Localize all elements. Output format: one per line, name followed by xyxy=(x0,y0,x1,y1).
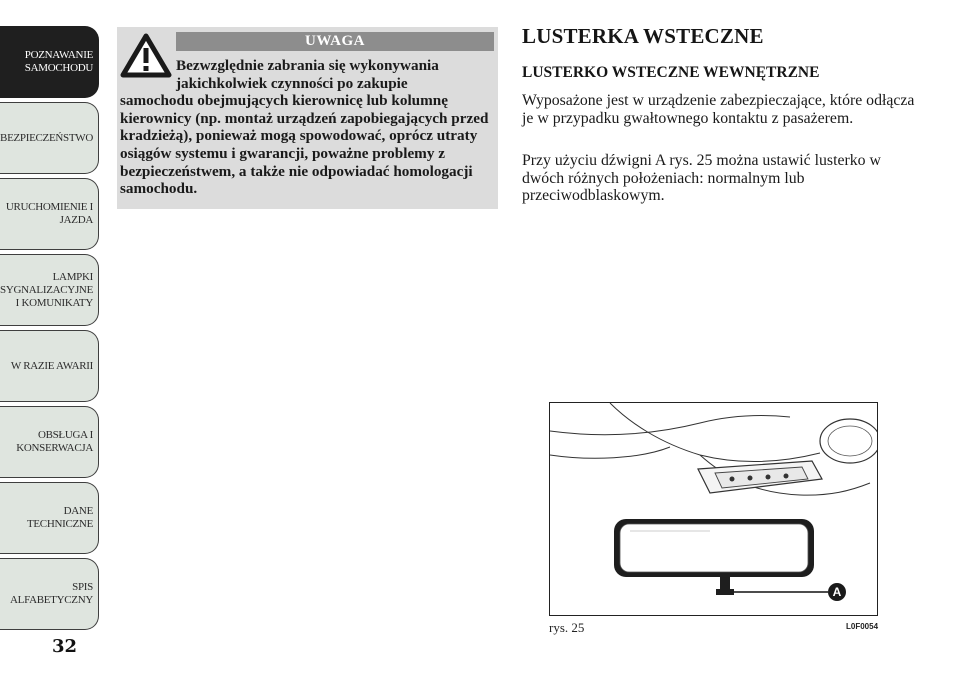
tab-label: LAMPKI SYGNALIZACYJNE I KOMUNIKATY xyxy=(0,270,93,309)
tab-obsluga-i-konserwacja[interactable] xyxy=(0,406,99,478)
tab-label: SPIS ALFABETYCZNY xyxy=(10,581,93,606)
figure-code: L0F0054 xyxy=(846,622,879,631)
tab-spis-alfabetyczny[interactable] xyxy=(0,558,99,630)
paragraph-lever-adjust: Przy użyciu dźwigni A rys. 25 można ustawić lusterko w dwóch różnych położeniach: normalnym lub przeciwodblaskowym. xyxy=(522,152,881,205)
rearview-mirror-drawing xyxy=(550,403,877,615)
warning-line-1: Bezwzględnie zabrania się wykonywania xyxy=(176,57,439,74)
warning-line-2: jakichkolwiek czynności po zakupie xyxy=(176,74,408,92)
tab-uruchomienie-i-jazda[interactable] xyxy=(0,178,99,250)
tab-label: POZNAWANIE SAMOCHODU xyxy=(24,49,93,74)
subsection-heading: LUSTERKO WSTECZNE WEWNĘTRZNE xyxy=(522,64,820,81)
warning-title: UWAGA xyxy=(176,32,494,51)
tab-label: DANE TECHNICZNE xyxy=(26,505,93,530)
tab-label: BEZPIECZEŃSTWO xyxy=(0,131,93,144)
tab-label: W RAZIE AWARII xyxy=(10,359,93,372)
mirror-illustration xyxy=(549,402,878,616)
warning-body: samochodu obejmujących kierownicę lub kolumnę kierownicy (np. montaż urządzeń zapobiegających przed kradzieżą), ponieważ mogą spowodować, oprócz utraty osiągów systemu i gwarancji, poważne problemy z bezpieczeństwem, a także nie odpowiadać homologacji samochodu. xyxy=(120,92,489,198)
tab-bezpieczenstwo[interactable] xyxy=(0,102,99,174)
tab-poznawanie-samochodu[interactable] xyxy=(0,26,99,98)
section-heading: LUSTERKA WSTECZNE xyxy=(522,24,764,48)
paragraph-safety-device: Wyposażone jest w urządzenie zabezpieczające, które odłącza je w przypadku gwałtownego kontaktu z pasażerem. xyxy=(522,92,915,127)
figure-caption: rys. 25 xyxy=(549,620,585,635)
tab-label: OBSŁUGA I KONSERWACJA xyxy=(16,429,93,454)
tab-lampki-sygnalizacyjne[interactable] xyxy=(0,254,99,326)
callout-a-marker: A xyxy=(828,583,846,601)
tab-dane-techniczne[interactable] xyxy=(0,482,99,554)
warning-text xyxy=(120,57,494,198)
tab-label: URUCHOMIENIE I JAZDA xyxy=(5,201,93,226)
page-number: 32 xyxy=(52,636,78,657)
tab-w-razie-awarii[interactable] xyxy=(0,330,99,402)
